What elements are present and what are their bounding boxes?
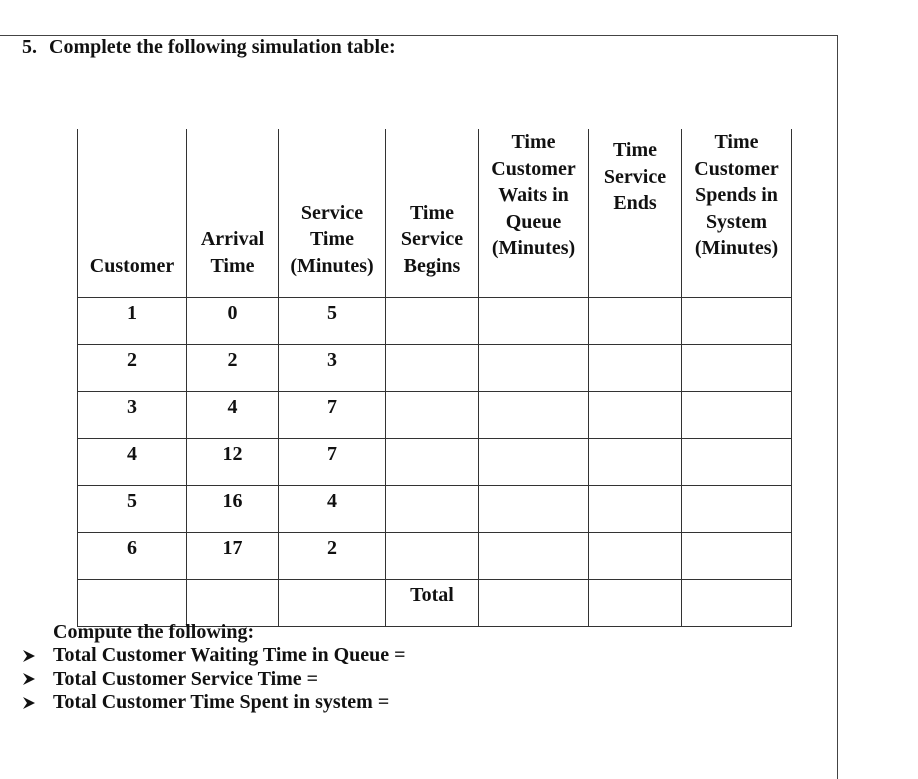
cell-service-time: 7: [279, 439, 386, 486]
cell-service-begins: [386, 392, 479, 439]
cell-time-in-system: [682, 392, 792, 439]
cell-service-ends: [589, 298, 682, 345]
total-empty-cell: [279, 580, 386, 627]
header-time-waits-in-queue: Time Customer Waits in Queue (Minutes): [479, 129, 589, 298]
total-time-in-system-cell: [682, 580, 792, 627]
cell-service-time: 3: [279, 345, 386, 392]
cell-customer: 5: [78, 486, 187, 533]
cell-waits-in-queue: [479, 486, 589, 533]
question-heading: [22, 36, 396, 59]
cell-service-time: 7: [279, 392, 386, 439]
header-time-service-begins: Time Service Begins: [386, 129, 479, 298]
cell-service-begins: [386, 486, 479, 533]
question-number: 5.: [22, 36, 37, 58]
cell-service-ends: [589, 345, 682, 392]
table-header-row: [78, 129, 792, 298]
table-row: [78, 392, 792, 439]
compute-item-label: Total Customer Waiting Time in Queue =: [53, 644, 406, 667]
total-empty-cell: [187, 580, 279, 627]
cell-waits-in-queue: [479, 345, 589, 392]
total-row: [78, 580, 792, 627]
header-service-time: Service Time (Minutes): [279, 129, 386, 298]
table-row: [78, 486, 792, 533]
simulation-table: [77, 129, 792, 627]
cell-service-ends: [589, 439, 682, 486]
cell-customer: 6: [78, 533, 187, 580]
total-empty-cell: [78, 580, 187, 627]
question-text: Complete the following simulation table:: [49, 36, 396, 58]
cell-customer: 2: [78, 345, 187, 392]
cell-arrival-time: 17: [187, 533, 279, 580]
cell-service-time: 2: [279, 533, 386, 580]
cell-service-time: 5: [279, 298, 386, 345]
cell-service-ends: [589, 533, 682, 580]
compute-item: [22, 644, 406, 667]
table-row: [78, 533, 792, 580]
compute-item-label: Total Customer Service Time =: [53, 667, 319, 690]
cell-service-begins: [386, 533, 479, 580]
arrow-bullet-icon: [22, 696, 53, 710]
cell-time-in-system: [682, 439, 792, 486]
arrow-bullet-icon: [22, 649, 53, 663]
cell-arrival-time: 12: [187, 439, 279, 486]
cell-service-begins: [386, 439, 479, 486]
header-customer: Customer: [78, 129, 187, 298]
cell-customer: 3: [78, 392, 187, 439]
cell-service-ends: [589, 392, 682, 439]
cell-service-begins: [386, 298, 479, 345]
cell-waits-in-queue: [479, 439, 589, 486]
cell-arrival-time: 16: [187, 486, 279, 533]
cell-arrival-time: 2: [187, 345, 279, 392]
cell-service-time: 4: [279, 486, 386, 533]
cell-time-in-system: [682, 486, 792, 533]
cell-arrival-time: 4: [187, 392, 279, 439]
cell-customer: 1: [78, 298, 187, 345]
header-time-in-system: Time Customer Spends in System (Minutes): [682, 129, 792, 298]
total-waits-in-queue-cell: [479, 580, 589, 627]
page-frame-right-border: [837, 35, 838, 779]
compute-item: [22, 668, 406, 691]
compute-section: [22, 621, 406, 714]
cell-waits-in-queue: [479, 392, 589, 439]
total-label: Total: [386, 580, 479, 627]
header-arrival-time: Arrival Time: [187, 129, 279, 298]
cell-time-in-system: [682, 533, 792, 580]
cell-service-begins: [386, 345, 479, 392]
table-row: [78, 345, 792, 392]
cell-arrival-time: 0: [187, 298, 279, 345]
table-row: [78, 298, 792, 345]
cell-time-in-system: [682, 345, 792, 392]
cell-service-ends: [589, 486, 682, 533]
table-row: [78, 439, 792, 486]
total-empty-cell: [589, 580, 682, 627]
header-time-service-ends: Time Service Ends: [589, 129, 682, 298]
cell-customer: 4: [78, 439, 187, 486]
cell-waits-in-queue: [479, 298, 589, 345]
arrow-bullet-icon: [22, 672, 53, 686]
cell-time-in-system: [682, 298, 792, 345]
compute-item-label: Total Customer Time Spent in system =: [53, 690, 390, 713]
compute-item: [22, 691, 406, 714]
compute-intro: Compute the following:: [53, 621, 255, 643]
cell-waits-in-queue: [479, 533, 589, 580]
